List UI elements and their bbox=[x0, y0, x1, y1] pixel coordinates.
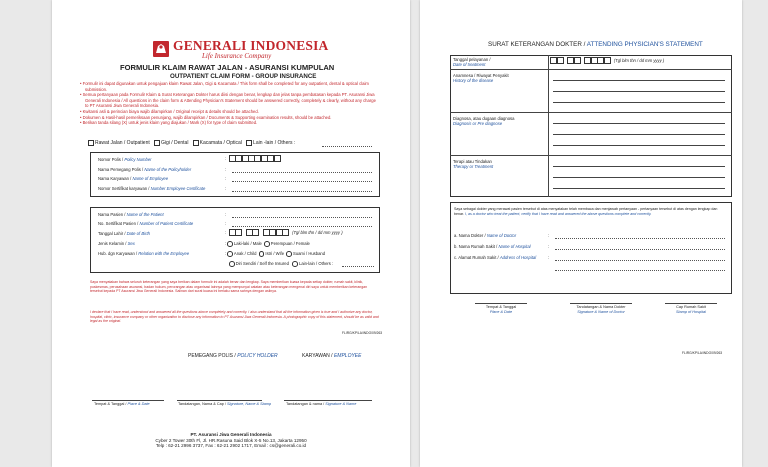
therapy-input-line[interactable] bbox=[553, 177, 725, 178]
note-item: • Dokumen & Hasil-hasil pemeriksaan penunjang, wajib dilampirkan / Documents & Supporting examination results, should be attached. bbox=[80, 114, 332, 120]
sign-line-place-date[interactable] bbox=[475, 303, 527, 304]
patient-cert-label: No. Sertifikat Pasien / Number of Patient Certificate bbox=[98, 221, 194, 226]
sign-line-holder[interactable] bbox=[177, 400, 262, 401]
sex-label: Jenis Kelamin / Sex bbox=[98, 241, 135, 246]
generali-lion-logo bbox=[152, 39, 170, 59]
patient-name-input[interactable] bbox=[232, 217, 372, 218]
employee-cert-label: Nomor Sertifikat karyawan / Number Employee Certificate bbox=[98, 186, 206, 191]
relation-label: Hub. dgn Karyawan / Relation with the Employee bbox=[98, 251, 190, 256]
radio-icon[interactable] bbox=[227, 251, 233, 257]
instruction-notes bbox=[80, 81, 380, 126]
policy-number-input[interactable]: : bbox=[225, 155, 281, 162]
hospital-address-label: c. Alamat Rumah Sakit / Address of Hospital bbox=[454, 255, 537, 260]
therapy-label: Terapi atau Tindakan Therapy or Treatment bbox=[453, 159, 494, 169]
relation-husband-option[interactable]: Suami / Husband bbox=[286, 251, 325, 256]
place-date-caption: Tempat & Tanggal Place & Date bbox=[485, 305, 517, 315]
history-input-line[interactable] bbox=[553, 91, 725, 92]
note-item: • Formulir ini dapat digunakan untuk pengajuan klaim Rawat Jalan, Gigi & Kacamata / This form shall be completed for any outpatient, dental & optical claim submission. bbox=[80, 81, 369, 92]
treatment-date-input[interactable]: (Tgl blm thn / dd mm yyyy ) bbox=[551, 57, 664, 64]
hospital-name-label: b. Nama Rumah Sakit / Name of Hospital bbox=[454, 244, 531, 249]
sign-line-doctor[interactable] bbox=[570, 303, 632, 304]
diagnosis-label: Diagnosa, atau dugaan diagnosa Diagnosis or Pre diagnose bbox=[453, 116, 515, 126]
holder-sign-caption: Tandatangan, Nama & Cap / Signature, Name & Stamp bbox=[178, 402, 272, 406]
patient-name-label: Nama Pasien / Name of the Patient bbox=[98, 212, 164, 217]
dob-label: Tanggal Lahir / Date of Birth bbox=[98, 231, 150, 236]
table-column-divider bbox=[548, 55, 549, 197]
employee-name-input[interactable] bbox=[232, 181, 372, 182]
stamp-caption: Cap Rumah Sakit Stamp of Hospital bbox=[676, 305, 706, 315]
policy-number-label: Nomor Polis / Policy Number bbox=[98, 157, 152, 162]
doctor-name-input[interactable] bbox=[555, 238, 725, 239]
doctor-name-label: a. Nama Dokter / Name of Doctor bbox=[454, 233, 517, 238]
claim-others-option[interactable]: Lain -lain / Others : bbox=[246, 140, 295, 146]
physician-statement-page: SURAT KETERANGAN DOKTER / ATTENDING PHYSICIAN'S STATEMENT Tanggal pelayanan / Date of treatment (Tgl blm thn / dd mm yyyy ) Anamnesa / Riwayat Penyakit History of the disease Diagnosa, atau dugaan diagnosa Diagnosis or Pre diagnose Terapi atau Tindakan Therapy or Treatment Saya sebagai dokter yang merawat pasien tersebut di atas menyatakan telah membaca dan menjawab pertanyaan - pertanyaan tersebut di atas dengan lengkap dan benar. I, as a doctor who treat the patient, certify that I have read and answered the above questions complete and correctly. a. Nama Dokter / Name of Doctor : b. Nama Rumah Sakit / Name of Hospital : c. Alamat Rumah Sakit / Address of Hospital : Tempat & Tanggal Place & Date Tandatangan & Nama Dokter Signature & Name of Doctor Cap Rumah Sakit Stamp of Hospital FLIRG/KP/LA/INDO/09/263 bbox=[420, 0, 742, 467]
sex-options: : Laki-laki / Male Perempuan / Female bbox=[225, 241, 310, 246]
checkbox-icon[interactable] bbox=[193, 140, 199, 146]
place-date-caption: Tempat & Tanggal / Place & Date bbox=[94, 402, 150, 406]
history-input-line[interactable] bbox=[553, 102, 725, 103]
sex-female-option[interactable]: Perempuan / Female bbox=[264, 241, 310, 246]
claim-outpatient-option[interactable]: Rawat Jalan / Outpatient bbox=[88, 140, 150, 146]
employee-sign-caption: Tandatangan & nama / Signature & Name bbox=[286, 402, 357, 406]
claim-others-line[interactable] bbox=[322, 146, 372, 147]
claim-dental-option[interactable]: Gigi / Dental bbox=[154, 140, 189, 146]
policyholder-input[interactable] bbox=[232, 172, 372, 173]
declaration-text-en: I declare that I have read, understood and answered all the questions above completely and correctly. I also understand that all the information given is true and I authorize any doctor, hospital, clinic, insurance company or other organization to disclose any information to PT Asuransi Jiwa Generali Indonesia. A photographic copy of this statement, should be as valid and legal as the original. bbox=[90, 310, 379, 324]
patient-cert-input[interactable] bbox=[232, 226, 372, 227]
radio-icon[interactable] bbox=[229, 261, 235, 267]
claim-type-options bbox=[88, 140, 295, 146]
employee-name-label: Nama Karyawan / Name of Employee bbox=[98, 176, 169, 181]
radio-icon[interactable] bbox=[227, 241, 233, 247]
claim-form-page: GENERALI INDONESIA Life Insurance Company FORMULIR KLAIM RAWAT JALAN - ASURANSI KUMPULAN OUTPATIENT CLAIM FORM - GROUP INSURANCE • Formulir ini dapat digunakan untuk pengajuan klaim Rawat Jalan, Gigi & Kacamata / This form shall be completed for any outpatient, dental & optical claim submission. • Semua pertanyaan pada Formulir Klaim & Surat Keterangan Dokter harus diisi dengan benar, lengkap dan jelas tanpa pembatasan kepada PT. Asuransi Jiwa Generali Indonesia / All questions in the claim form & Attending Physician's Statement should be answered correctly, completely & clearly, without any charge to PT Asuransi Jiwa Generali Indonesia. • Kwitansi asli & perincian biaya wajib dilampirkan / Original receipt & details should be attached. • Dokumen & Hasil-hasil pemeriksaan penunjang, wajib dilampirkan / Documents & Supporting examination results, should be attached. • Berikan tanda silang (X) untuk jenis klaim yang diajukan / Mark (X) for type of claim submitted. Rawat Jalan / Outpatient Gigi / Dental Kacamata / Optical Lain -lain / Others : Nomor Polis / Policy Number : Nama Pemegang Polis / Name of the Policyholder : Nama Karyawan / Name of Employee : Nomor Sertifikat karyawan / Number Employee Certificate : Nama Pasien / Name of the Patient : No. Sertifikat Pasien / Number of Patient Certificate : Tanggal Lahir / Date of Birth : (Tgl blm thn / dd mm yyyy ) Jenis Kelamin / Sex : Laki-laki / Male Perempuan / Female Hub. dgn Karyawan / Relation with the Employee : Anak / Child Istri / Wife Suami / Husband Diri Sendiri / Self the Insured Lain-lain / Others : Saya menyatakan bahwa seluruh keterangan yang saya berikan dalam formulir ini adalah benar dan lengkap. Saya memberikan kuasa kepada setiap dokter, rumah sakit, klinik, puskesmas, perusahaan asuransi, badan hukum, perorangan atau organisasi lainnya yang mempunyai catatan atau keterangan mengenai diri saya untuk memberikan keterangan tersebut kepada PT Asuransi Jiwa Generali Indonesia. Salinan dari surat kuasa ini berlaku sama sahnya dengan aslinya. I declare that I have read, understood and answered all the questions above completely and correctly. I also understand that all the information given is true and I authorize any doctor, hospital, clinic, insurance company or other organization to disclose any information to PT Asuransi Jiwa Generali Indonesia. A photographic copy of this statement, should be as valid and legal as the original. FLIRG/KP/LA/INDO/09/263 PEMEGANG POLIS / POLICY HOLDER KARYAWAN / EMPLOYEE Tempat & Tanggal / Place & Date Tandatangan, Nama & Cap / Signature, Name & Stamp Tandatangan & nama / Signature & Name PT. Asuransi Jiwa Generali Indonesia Cyber 2 Tower 30th Fl, Jl. HR.Rasuna Said Blok X-5 No.13, Jakarta 12950 Telp : 62-21 2996 3737, Fax : 62-21 2902 1717, Email : cs@generali.co.id bbox=[52, 0, 410, 467]
declaration-text-id: Saya menyatakan bahwa seluruh keterangan yang saya berikan dalam formulir ini adalah benar dan lengkap. Saya memberikan kuasa kepada setiap dokter, rumah sakit, klinik, puskesmas, perusahaan asuransi, badan hukum, perorangan atau organisasi lainnya yang mempunyai catatan atau keterangan mengenai diri saya untuk memberikan keterangan tersebut kepada PT Asuransi Jiwa Generali Indonesia. Salinan dari surat kuasa ini berlaku sama sahnya dengan aslinya. bbox=[90, 280, 368, 294]
relation-options-row1: : Anak / Child Istri / Wife Suami / Husband bbox=[225, 251, 326, 256]
radio-icon[interactable] bbox=[286, 251, 292, 257]
checkbox-icon[interactable] bbox=[246, 140, 252, 146]
relation-wife-option[interactable]: Istri / Wife bbox=[259, 251, 284, 256]
therapy-input-line[interactable] bbox=[553, 188, 725, 189]
sign-line-place-date[interactable] bbox=[92, 400, 164, 401]
checkbox-icon[interactable] bbox=[154, 140, 160, 146]
radio-icon[interactable] bbox=[264, 241, 270, 247]
treatment-date-label: Tanggal pelayanan / Date of treatment bbox=[453, 57, 491, 67]
hospital-name-input[interactable] bbox=[555, 249, 725, 250]
relation-child-option[interactable]: Anak / Child bbox=[227, 251, 256, 256]
diagnosis-input-line[interactable] bbox=[553, 123, 725, 124]
sign-line-employee[interactable] bbox=[284, 400, 372, 401]
sign-line-stamp[interactable] bbox=[665, 303, 717, 304]
doctor-sign-caption: Tandatangan & Nama Dokter Signature & Name of Doctor bbox=[576, 305, 626, 315]
hospital-address-input[interactable] bbox=[555, 270, 725, 271]
dob-input[interactable]: : (Tgl blm thn / dd mm yyyy ) bbox=[225, 229, 343, 235]
footer-address: Cyber 2 Tower 30th Fl, Jl. HR.Rasuna Said Blok X-5 No.13, Jakarta 12950 bbox=[155, 437, 307, 443]
relation-others-input[interactable] bbox=[342, 266, 374, 267]
diagnosis-input-line[interactable] bbox=[553, 145, 725, 146]
company-footer bbox=[52, 432, 410, 449]
brand-name: GENERALI INDONESIA bbox=[173, 38, 329, 53]
history-input-line[interactable] bbox=[553, 80, 725, 81]
note-item: • Semua pertanyaan pada Formulir Klaim & Surat Keterangan Dokter harus diisi dengan benar, lengkap dan jelas tanpa pembatasan kepada PT. Asuransi Jiwa Generali Indonesia / All questions in the claim form & Attending Physician's Statement should be answered correctly, completely & clearly, without any charge to PT Asuransi Jiwa Generali Indonesia. bbox=[80, 92, 376, 109]
relation-self-option[interactable]: Diri Sendiri / Self the Insured bbox=[229, 261, 289, 266]
employee-cert-input[interactable] bbox=[232, 191, 372, 192]
form-code: FLIRG/KP/LA/INDO/09/263 bbox=[342, 331, 383, 335]
radio-icon[interactable] bbox=[292, 261, 298, 267]
physician-title: SURAT KETERANGAN DOKTER / ATTENDING PHYSICIAN'S STATEMENT bbox=[488, 41, 703, 48]
relation-options-row2 bbox=[229, 261, 333, 267]
brand-subtitle: Life Insurance Company bbox=[202, 52, 272, 60]
relation-others-option[interactable]: Lain-lain / Others : bbox=[292, 261, 333, 266]
form-title: FORMULIR KLAIM RAWAT JALAN - ASURANSI KUMPULAN bbox=[120, 63, 335, 72]
note-item: • Berikan tanda silang (X) untuk jenis klaim yang diajukan / Mark (X) for type of claim submitted. bbox=[80, 120, 258, 126]
checkbox-icon[interactable] bbox=[88, 140, 94, 146]
therapy-input-line[interactable] bbox=[553, 166, 725, 167]
sex-male-option[interactable]: Laki-laki / Male bbox=[227, 241, 262, 246]
note-item: • Kwitansi asli & perincian biaya wajib dilampirkan / Original receipt & details should be attached. bbox=[80, 108, 259, 114]
hospital-address-input[interactable] bbox=[555, 260, 725, 261]
form-subtitle: OUTPATIENT CLAIM FORM - GROUP INSURANCE bbox=[170, 73, 317, 80]
claim-optical-option[interactable]: Kacamata / Optical bbox=[193, 140, 242, 146]
form-code: FLIRG/KP/LA/INDO/09/263 bbox=[682, 351, 723, 355]
footer-company: PT. Asuransi Jiwa Generali Indonesia bbox=[190, 432, 272, 437]
diagnosis-input-line[interactable] bbox=[553, 134, 725, 135]
policyholder-signer: PEMEGANG POLIS / POLICY HOLDER bbox=[188, 353, 278, 359]
radio-icon[interactable] bbox=[259, 251, 265, 257]
employee-signer: KARYAWAN / EMPLOYEE bbox=[302, 353, 362, 359]
footer-contact: Telp : 62-21 2996 3737, Fax : 62-21 2902 1717, Email : cs@generali.co.id bbox=[155, 443, 307, 449]
doctor-declaration: Saya sebagai dokter yang merawat pasien tersebut di atas menyatakan telah membaca dan menjawab pertanyaan - pertanyaan tersebut di atas dengan lengkap dan benar. I, as a doctor who treat the patient, certify that I have read and answered the above questions complete and correctly. bbox=[454, 207, 718, 216]
policyholder-label: Nama Pemegang Polis / Name of the Policyholder bbox=[98, 167, 192, 172]
history-label: Anamnesa / Riwayat Penyakit History of the disease bbox=[453, 73, 509, 83]
